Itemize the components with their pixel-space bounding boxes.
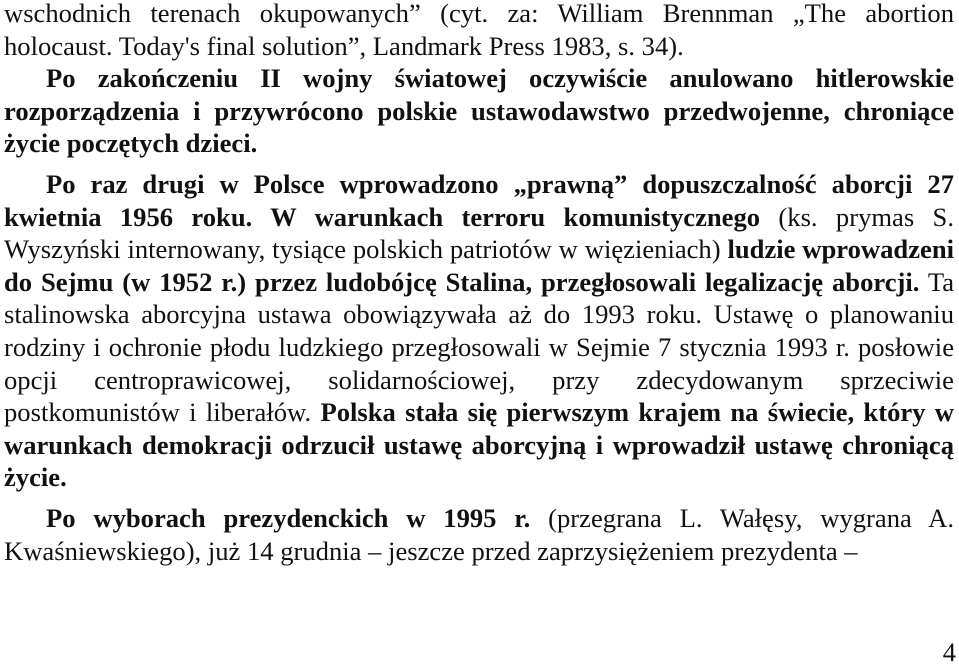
paragraph-continuation bbox=[4, 0, 954, 62]
text-segment-bold: Po zakończeniu II wojny światowej oczywiście anulowano hitlerowskie rozporządzenia i przywrócono polskie ustawodawstwo przedwojenne, chroniące życie poczętych dzieci. bbox=[4, 63, 954, 159]
text-segment: (ks. prymas S. Wyszyński internowany, tysiące polskich patriotów w więzieniach) bbox=[4, 201, 954, 265]
paragraph-1956-law bbox=[4, 168, 954, 494]
text-segment-bold: Polska stała się pierwszym krajem na świecie, który w warunkach demokracji odrzucił ustawę aborcyjną i wprowadził ustawę chroniącą życie. bbox=[4, 397, 954, 493]
text-segment-bold: Po wyborach prezydenckich w 1995 r. bbox=[46, 502, 531, 533]
text-segment: (przegrana L. Wałęsy, wygrana A. Kwaśniewskiego), już 14 grudnia – jeszcze przed zaprzysiężeniem prezydenta – bbox=[4, 502, 955, 566]
text-segment-bold: Po raz drugi w Polsce wprowadzono „prawną” dopuszczalność aborcji 27 kwietnia 1956 roku. W warunkach terroru komunistycznego bbox=[4, 168, 954, 232]
document-page bbox=[4, 0, 954, 567]
text-segment: wschodnich terenach okupowanych” (cyt. za: William Brennman „The abortion holocaust. Today's final solution”, Landmark Press 1983, s. 34). bbox=[4, 0, 954, 61]
text-segment-bold: ludzie wprowadzeni do Sejmu (w 1952 r.) przez ludobójcę Stalina, przegłosowali legalizację aborcji. bbox=[4, 234, 954, 297]
paragraph-1995-elections bbox=[4, 502, 954, 567]
page-number: 4 bbox=[942, 637, 956, 667]
paragraph-postwar bbox=[4, 62, 954, 160]
text-segment: Ta stalinowska aborcyjna ustawa obowiązywała aż do 1993 roku. Ustawę o planowaniu rodziny i ochronie płodu ludzkiego przegłosowali w Sejmie 7 stycznia 1993 r. posłowie opcji centroprawicowej, solidarnościowej, przy zdecydowanym sprzeciwie postkomunistów i liberałów. bbox=[4, 266, 955, 428]
